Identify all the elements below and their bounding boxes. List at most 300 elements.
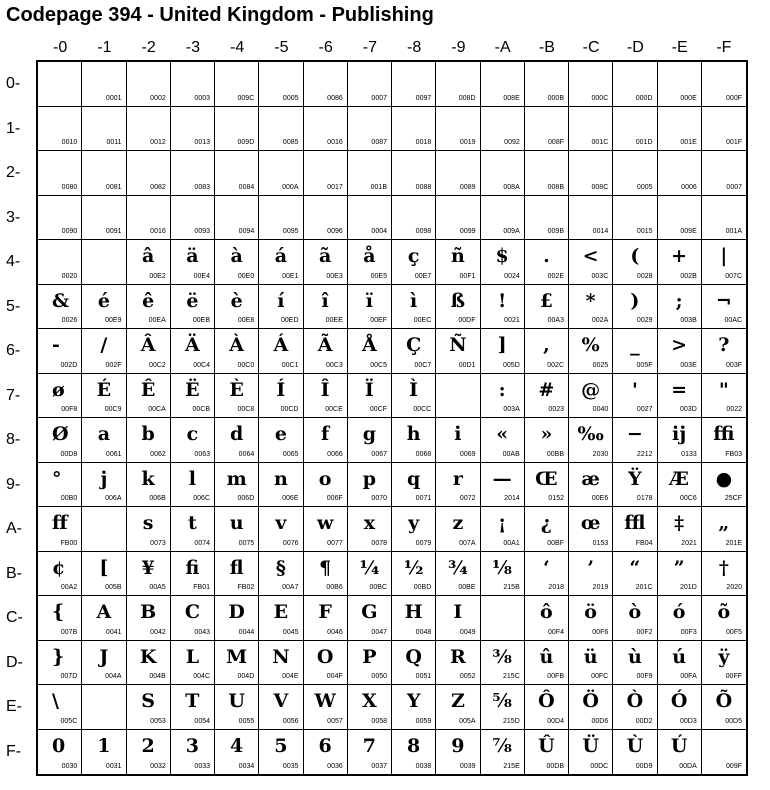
cell-glyph: M <box>226 645 248 668</box>
code-cell <box>525 730 569 775</box>
cell-glyph: ¼ <box>359 556 380 579</box>
cell-unicode-code: 004A <box>105 673 122 680</box>
cell-glyph: _ <box>630 334 640 356</box>
cell-unicode-code: 00D5 <box>725 717 742 725</box>
row-header: 2- <box>6 164 21 181</box>
code-cell <box>127 107 171 152</box>
code-cell <box>481 107 525 152</box>
cell-unicode-code: 00A5 <box>149 584 166 591</box>
code-cell <box>215 552 259 597</box>
cell-unicode-code: 00FC <box>591 673 609 680</box>
code-cell <box>525 463 569 508</box>
code-cell <box>613 552 657 597</box>
cell-glyph: ¢ <box>52 556 66 579</box>
cell-unicode-code: 0005 <box>282 94 299 102</box>
code-cell <box>392 107 436 152</box>
cell-unicode-code: 0095 <box>282 228 299 235</box>
cell-glyph: T <box>185 690 200 712</box>
cell-unicode-code: 00E3 <box>326 272 343 280</box>
code-cell <box>569 552 613 597</box>
cell-glyph: ⅝ <box>492 690 512 712</box>
code-cell <box>658 374 702 419</box>
row-header: D- <box>6 653 23 671</box>
code-cell <box>348 507 392 552</box>
cell-glyph: A <box>96 601 112 623</box>
cell-unicode-code: 0084 <box>238 183 255 191</box>
cell-glyph: Ê <box>140 378 156 401</box>
cell-glyph: + <box>671 245 688 267</box>
cell-unicode-code: 00FB <box>547 673 564 680</box>
code-cell <box>259 507 303 552</box>
code-cell <box>348 62 392 107</box>
code-cell <box>304 418 348 463</box>
cell-unicode-code: 0043 <box>194 628 210 636</box>
code-cell <box>82 730 126 775</box>
code-cell <box>348 374 392 419</box>
cell-unicode-code: 2021 <box>681 539 697 547</box>
cell-unicode-code: 0061 <box>105 450 122 458</box>
cell-glyph: X <box>362 690 377 712</box>
cell-unicode-code: 0022 <box>726 406 742 413</box>
column-header: -8 <box>407 39 422 56</box>
column-header: -C <box>582 39 600 56</box>
cell-glyph: ‘ <box>543 556 550 579</box>
cell-glyph: ¬ <box>715 289 732 312</box>
code-cell <box>171 418 215 463</box>
cell-unicode-code: 003D <box>680 406 697 413</box>
code-cell <box>525 285 569 330</box>
code-cell <box>392 730 436 775</box>
code-cell <box>658 329 702 374</box>
code-cell <box>481 196 525 241</box>
cell-unicode-code: 0089 <box>459 183 476 191</box>
cell-glyph: ‡ <box>674 512 685 534</box>
code-cell <box>569 730 613 775</box>
cell-glyph: î <box>321 289 329 312</box>
cell-unicode-code: 00DC <box>590 763 609 770</box>
cell-unicode-code: 0087 <box>371 139 387 146</box>
code-cell <box>127 507 171 552</box>
cell-glyph: S <box>141 690 155 712</box>
code-cell <box>436 240 480 285</box>
cell-glyph: 8 <box>407 734 421 757</box>
cell-unicode-code: 0016 <box>327 139 343 146</box>
cell-unicode-code: 009F <box>726 763 742 770</box>
cell-unicode-code: 0007 <box>726 183 742 191</box>
cell-unicode-code: 00F3 <box>680 628 697 636</box>
cell-unicode-code: 215D <box>503 717 520 725</box>
code-cell <box>436 463 480 508</box>
cell-unicode-code: 009E <box>680 228 697 235</box>
cell-unicode-code: 001B <box>370 183 387 191</box>
cell-glyph: 4 <box>230 734 244 757</box>
cell-unicode-code: 0029 <box>636 317 653 324</box>
code-cell <box>82 507 126 552</box>
code-cell <box>82 329 126 374</box>
code-cell <box>569 463 613 508</box>
code-cell <box>127 418 171 463</box>
code-cell <box>259 374 303 419</box>
cell-glyph: ( <box>630 245 640 267</box>
code-cell <box>171 329 215 374</box>
cell-unicode-code: 00CC <box>413 406 432 413</box>
cell-glyph: Z <box>450 690 465 712</box>
cell-unicode-code: 006E <box>282 495 299 502</box>
code-cell <box>38 463 82 508</box>
cell-glyph: Ü <box>582 734 599 757</box>
cell-unicode-code: 00D3 <box>680 717 697 725</box>
cell-unicode-code: 0056 <box>282 717 299 725</box>
cell-unicode-code: 005F <box>636 361 653 369</box>
code-cell <box>304 107 348 152</box>
code-cell <box>525 240 569 285</box>
code-cell <box>525 641 569 686</box>
cell-unicode-code: 004D <box>237 673 255 680</box>
cell-glyph: ñ <box>450 245 465 267</box>
cell-unicode-code: 0082 <box>150 183 166 191</box>
code-cell <box>82 374 126 419</box>
cell-glyph: Ë <box>185 378 200 401</box>
row-header: 7- <box>6 386 21 404</box>
code-cell <box>171 552 215 597</box>
cell-unicode-code: 2212 <box>636 450 653 458</box>
cell-unicode-code: 0058 <box>371 717 387 725</box>
code-cell <box>82 240 126 285</box>
code-cell <box>82 285 126 330</box>
code-cell <box>171 107 215 152</box>
cell-glyph: ï <box>365 289 373 312</box>
cell-unicode-code: 00B6 <box>326 584 343 591</box>
code-cell <box>481 151 525 196</box>
cell-glyph: k <box>141 467 155 490</box>
cell-glyph: \ <box>52 690 59 712</box>
cell-glyph: 0 <box>52 734 66 757</box>
row-header: C- <box>6 609 23 626</box>
code-cell <box>525 685 569 730</box>
cell-unicode-code: 006C <box>193 495 210 502</box>
cell-unicode-code: 001A <box>725 228 742 235</box>
cell-unicode-code: 0007 <box>371 94 387 102</box>
cell-glyph: ! <box>497 289 507 312</box>
code-cell <box>348 641 392 686</box>
cell-unicode-code: 0069 <box>459 450 476 458</box>
cell-glyph: ç <box>407 245 420 267</box>
cell-unicode-code: 00C3 <box>326 361 343 369</box>
cell-unicode-code: FB01 <box>193 584 210 591</box>
cell-unicode-code: 0040 <box>592 406 609 413</box>
cell-unicode-code: 004F <box>326 673 343 680</box>
cell-unicode-code: 00F8 <box>61 406 78 413</box>
cell-glyph: Ã <box>317 334 333 356</box>
code-cell <box>658 196 702 241</box>
cell-glyph: á <box>274 245 288 267</box>
cell-glyph: 5 <box>274 734 288 757</box>
cell-glyph: V <box>273 690 289 712</box>
cell-glyph: ¿ <box>540 512 552 534</box>
code-cell <box>392 329 436 374</box>
code-cell <box>658 107 702 152</box>
column-header: -A <box>494 39 511 56</box>
cell-unicode-code: 0079 <box>415 539 432 547</box>
cell-glyph: z <box>452 512 464 534</box>
code-cell <box>658 552 702 597</box>
cell-unicode-code: 0054 <box>194 717 210 725</box>
column-header: -7 <box>362 39 377 56</box>
cell-unicode-code: 005C <box>60 717 78 725</box>
cell-unicode-code: 0091 <box>105 228 122 235</box>
code-cell <box>481 730 525 775</box>
code-cell <box>304 685 348 730</box>
cell-unicode-code: 0047 <box>371 628 387 636</box>
cell-glyph: å <box>363 245 376 267</box>
cell-glyph: † <box>718 556 729 579</box>
cell-unicode-code: FB02 <box>237 584 255 591</box>
cell-unicode-code: 00E7 <box>414 272 432 280</box>
cell-glyph: o <box>318 467 332 490</box>
code-cell <box>392 196 436 241</box>
cell-unicode-code: 0042 <box>150 628 166 636</box>
code-cell <box>613 463 657 508</box>
code-cell <box>436 507 480 552</box>
cell-glyph: O <box>316 645 334 668</box>
cell-unicode-code: 0066 <box>327 450 343 458</box>
cell-unicode-code: 0070 <box>371 495 387 502</box>
cell-unicode-code: 000D <box>635 94 653 102</box>
cell-glyph: G <box>361 601 378 623</box>
cell-unicode-code: 00EA <box>148 317 166 324</box>
cell-unicode-code: 00CF <box>369 406 387 413</box>
cell-unicode-code: 2019 <box>592 584 609 591</box>
cell-unicode-code: 003E <box>680 361 697 369</box>
cell-glyph: ; <box>675 289 683 312</box>
cell-glyph: Ò <box>626 690 644 712</box>
cell-glyph: ﬃ <box>713 423 735 445</box>
cell-unicode-code: 0027 <box>636 406 653 413</box>
code-cell <box>259 107 303 152</box>
cell-unicode-code: 0048 <box>415 628 432 636</box>
code-cell <box>702 240 746 285</box>
code-cell <box>569 196 613 241</box>
code-cell <box>436 641 480 686</box>
code-cell <box>525 62 569 107</box>
code-cell <box>259 641 303 686</box>
cell-unicode-code: 0046 <box>327 628 343 636</box>
cell-unicode-code: 0035 <box>282 763 299 770</box>
cell-glyph: Ö <box>582 690 599 712</box>
column-header: -5 <box>274 39 289 56</box>
code-cell <box>702 285 746 330</box>
code-cell <box>525 196 569 241</box>
cell-glyph: Ù <box>626 734 644 757</box>
code-cell <box>525 329 569 374</box>
code-cell <box>613 62 657 107</box>
cell-glyph: Å <box>362 334 377 356</box>
cell-glyph: | <box>720 245 728 267</box>
cell-glyph: l <box>188 467 196 490</box>
cell-unicode-code: 00CB <box>192 406 210 413</box>
code-cell <box>171 374 215 419</box>
code-cell <box>525 107 569 152</box>
cell-glyph: n <box>273 467 288 490</box>
column-header: -0 <box>53 39 68 56</box>
cell-unicode-code: 00AC <box>724 317 742 324</box>
code-cell <box>348 107 392 152</box>
cell-glyph: Â <box>140 334 156 356</box>
code-cell <box>702 685 746 730</box>
code-cell <box>613 285 657 330</box>
code-cell <box>127 374 171 419</box>
cell-glyph: ¥ <box>141 556 155 579</box>
cell-unicode-code: 00E4 <box>193 272 210 280</box>
code-cell <box>658 240 702 285</box>
code-cell <box>392 285 436 330</box>
code-cell <box>613 151 657 196</box>
cell-unicode-code: 00A3 <box>547 317 564 324</box>
code-cell <box>702 151 746 196</box>
cell-unicode-code: 0015 <box>636 228 653 235</box>
cell-unicode-code: 0133 <box>681 450 697 458</box>
cell-glyph: ½ <box>403 556 424 579</box>
cell-glyph: 2 <box>141 734 155 757</box>
code-cell <box>702 62 746 107</box>
cell-unicode-code: 003C <box>591 272 609 280</box>
cell-unicode-code: 001D <box>635 139 653 146</box>
cell-unicode-code: 009C <box>237 94 255 102</box>
cell-unicode-code: 0050 <box>371 673 387 680</box>
code-cell <box>171 685 215 730</box>
cell-unicode-code: 00C8 <box>237 406 255 413</box>
cell-unicode-code: 003A <box>503 406 520 413</box>
cell-glyph: ë <box>186 289 199 312</box>
cell-unicode-code: 0085 <box>282 139 299 146</box>
code-cell <box>569 151 613 196</box>
cell-unicode-code: 00E5 <box>370 272 387 280</box>
cell-glyph: ) <box>630 289 640 312</box>
cell-unicode-code: 0057 <box>327 717 343 725</box>
code-cell <box>392 507 436 552</box>
code-cell <box>171 62 215 107</box>
cell-unicode-code: 0098 <box>415 228 432 235</box>
cell-unicode-code: 00DB <box>546 763 564 770</box>
cell-glyph: « <box>496 423 509 445</box>
cell-unicode-code: 25CF <box>724 495 742 502</box>
cell-glyph: û <box>539 645 554 668</box>
code-cell <box>38 285 82 330</box>
cell-unicode-code: 005A <box>459 717 476 725</box>
code-cell <box>702 596 746 641</box>
cell-glyph: Ó <box>670 690 688 712</box>
cell-glyph: é <box>97 289 110 312</box>
cell-unicode-code: 00E1 <box>282 272 299 280</box>
cell-unicode-code: 0025 <box>592 361 609 369</box>
code-cell <box>127 196 171 241</box>
code-cell <box>658 151 702 196</box>
cell-unicode-code: 0076 <box>282 539 299 547</box>
cell-glyph: , <box>543 334 550 356</box>
cell-glyph: ﬄ <box>624 512 646 534</box>
code-cell <box>259 196 303 241</box>
code-cell <box>304 552 348 597</box>
cell-unicode-code: 00A2 <box>60 584 78 591</box>
cell-glyph: ﬀ <box>52 512 68 534</box>
cell-glyph: í <box>277 289 285 312</box>
cell-unicode-code: 00EB <box>192 317 210 324</box>
cell-unicode-code: 0017 <box>327 183 343 191</box>
code-cell <box>304 463 348 508</box>
cell-glyph: [ <box>99 556 109 579</box>
cell-unicode-code: 00A1 <box>503 539 520 547</box>
cell-glyph: Q <box>405 645 422 668</box>
cell-unicode-code: 002D <box>60 361 78 369</box>
cell-unicode-code: 00CE <box>325 406 343 413</box>
cell-unicode-code: 0039 <box>459 763 476 770</box>
code-cell <box>569 62 613 107</box>
cell-glyph: ê <box>142 289 155 312</box>
code-cell <box>481 641 525 686</box>
cell-unicode-code: 00EE <box>325 317 343 324</box>
cell-glyph: ‰ <box>577 423 604 445</box>
cell-unicode-code: 008D <box>458 94 476 102</box>
code-cell <box>702 329 746 374</box>
code-cell <box>702 507 746 552</box>
code-cell <box>569 418 613 463</box>
code-cell <box>392 374 436 419</box>
cell-unicode-code: 0059 <box>415 717 432 725</box>
code-cell <box>215 463 259 508</box>
cell-unicode-code: 201C <box>635 584 653 591</box>
code-cell <box>613 730 657 775</box>
cell-unicode-code: 0055 <box>238 717 255 725</box>
code-cell <box>569 641 613 686</box>
code-cell <box>658 685 702 730</box>
code-cell <box>259 463 303 508</box>
cell-glyph: ¡ <box>497 512 507 534</box>
code-cell <box>38 507 82 552</box>
row-header: 8- <box>6 431 21 448</box>
code-cell <box>304 374 348 419</box>
cell-unicode-code: 007C <box>725 272 742 280</box>
row-header: B- <box>6 564 22 582</box>
cell-glyph: & <box>52 289 70 312</box>
code-cell <box>569 374 613 419</box>
cell-glyph: è <box>230 289 243 312</box>
cell-unicode-code: 2030 <box>592 450 609 458</box>
code-cell <box>38 641 82 686</box>
cell-glyph: 1 <box>97 734 111 757</box>
cell-glyph: j <box>100 467 108 490</box>
code-cell <box>304 240 348 285</box>
cell-glyph: h <box>406 423 421 445</box>
cell-unicode-code: 0031 <box>105 763 122 770</box>
cell-glyph: K <box>139 645 157 668</box>
code-cell <box>348 196 392 241</box>
code-cell <box>215 329 259 374</box>
code-cell <box>436 685 480 730</box>
cell-unicode-code: 00DA <box>679 763 697 770</box>
cell-glyph: } <box>52 645 65 668</box>
cell-glyph: ä <box>186 245 199 267</box>
cell-glyph: > <box>671 334 688 356</box>
cell-unicode-code: 00EC <box>413 317 432 324</box>
column-header: -F <box>716 39 732 56</box>
row-header: A- <box>6 520 22 537</box>
cell-glyph: s <box>142 512 154 534</box>
code-cell <box>658 285 702 330</box>
code-cell <box>215 507 259 552</box>
cell-unicode-code: 0077 <box>327 539 343 547</box>
cell-unicode-code: 2014 <box>504 495 520 502</box>
code-cell <box>82 196 126 241</box>
